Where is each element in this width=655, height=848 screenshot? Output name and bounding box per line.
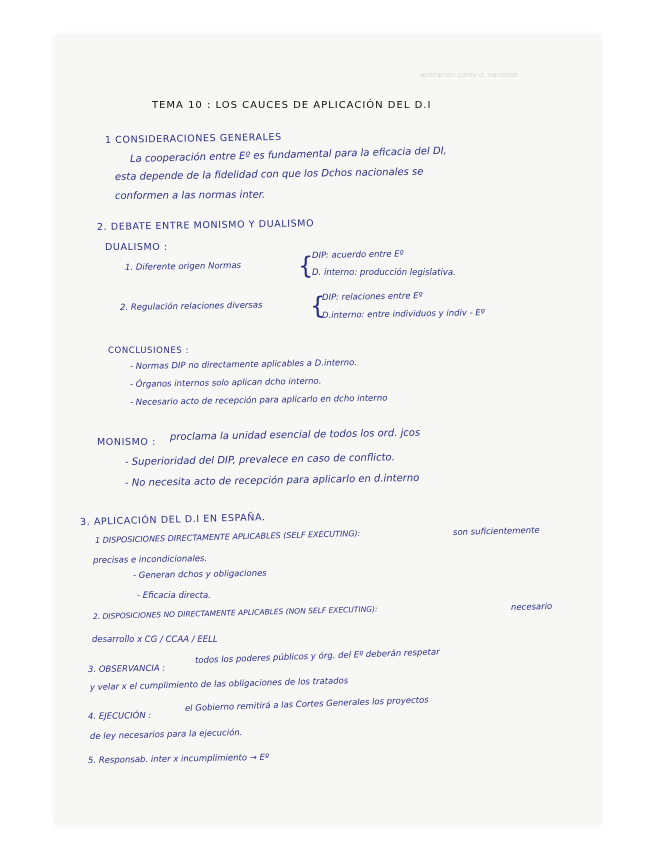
conclusion-3: - Necesario acto de recepción para aplicarlo en dcho interno (129, 393, 388, 408)
disposition-1-b: - Eficacia directa. (137, 591, 211, 601)
section-1-line-2: esta depende de la fidelidad con que los Dchos nacionales se (114, 166, 424, 183)
disposition-1-a: - Generan dchos y obligaciones (132, 568, 267, 581)
disposition-4-label: 4. EJECUCIÓN : (87, 710, 152, 722)
bleed-through-text (420, 70, 590, 81)
monismo-point-1: - Superioridad del DIP, prevalece en caso de conflicto. (124, 452, 395, 468)
dualismo-item-1-b: D. interno: producción legislativa. (312, 268, 456, 278)
monismo-point-2: - No necesita acto de recepción para aplicarlo en d.interno (124, 472, 420, 489)
conclusion-1: - Normas DIP no directamente aplicables a D.interno. (129, 358, 358, 372)
monismo-label: MONISMO : (97, 437, 156, 448)
disposition-1-cont: precisas e incondicionales. (92, 554, 208, 566)
section-1-heading: 1 CONSIDERACIONES GENERALES (104, 131, 282, 146)
disposition-3-text: todos los poderes públicos y órg. del Eº deberán respetar (194, 647, 440, 666)
disposition-4-cont: de ley necesarios para la ejecución. (89, 728, 243, 742)
disposition-2-text: necesario (510, 601, 553, 613)
dualismo-item-1-label: 1. Diferente origen Normas (124, 260, 242, 273)
dualismo-item-2-a: DIP: relaciones entre Eº (321, 291, 423, 303)
disposition-3-cont: y velar x el cumplimiento de las obligaciones de los tratados (89, 676, 349, 693)
brace-symbol: { (310, 292, 326, 320)
disposition-1-label: 1 DISPOSICIONES DIRECTAMENTE APLICABLES (SELF EXECUTING): (94, 529, 361, 545)
disposition-3-label: 3. OBSERVANCIA : (87, 663, 166, 675)
section-2-heading: 2. DEBATE ENTRE MONISMO Y DUALISMO (96, 218, 315, 233)
disposition-4-text: el Gobierno remitirá a las Cortes Generales los proyectos (184, 695, 429, 714)
dualismo-label: DUALISMO : (105, 242, 168, 253)
section-1-line-1: La cooperación entre Eº es fundamental para la eficacia del DI, (129, 145, 447, 165)
conclusion-2: - Órganos internos solo aplican dcho interno. (129, 376, 322, 390)
brace-symbol: { (298, 252, 314, 280)
disposition-2-cont: desarrollo x CG / CCAA / EELL (92, 635, 218, 645)
dualismo-item-2-b: D.interno: entre individuos y indiv - Eº (321, 308, 485, 321)
monismo-text: proclama la unidad esencial de todos los ord. jcos (169, 427, 421, 443)
conclusiones-label: CONCLUSIONES : (108, 346, 190, 356)
dualismo-item-2-label: 2. Regulación relaciones diversas (119, 300, 263, 313)
dualismo-item-1-a: DIP: acuerdo entre Eº (311, 249, 404, 261)
disposition-5: 5. Responsab. inter x incumplimiento → Eº (87, 752, 269, 766)
section-3-heading: 3. APLICACIÓN DEL D.I EN ESPAÑA. (79, 512, 266, 528)
disposition-1-text: son suficientemente (452, 525, 540, 538)
section-1-line-3: conformen a las normas inter. (114, 189, 266, 202)
bleed-line: aplicación como d. nacional (420, 71, 518, 79)
page-title: TEMA 10 : LOS CAUCES DE APLICACIÓN DEL D.I (152, 100, 432, 111)
disposition-2-label: 2. DISPOSICIONES NO DIRECTAMENTE APLICABLES (NON SELF EXECUTING): (92, 604, 378, 621)
